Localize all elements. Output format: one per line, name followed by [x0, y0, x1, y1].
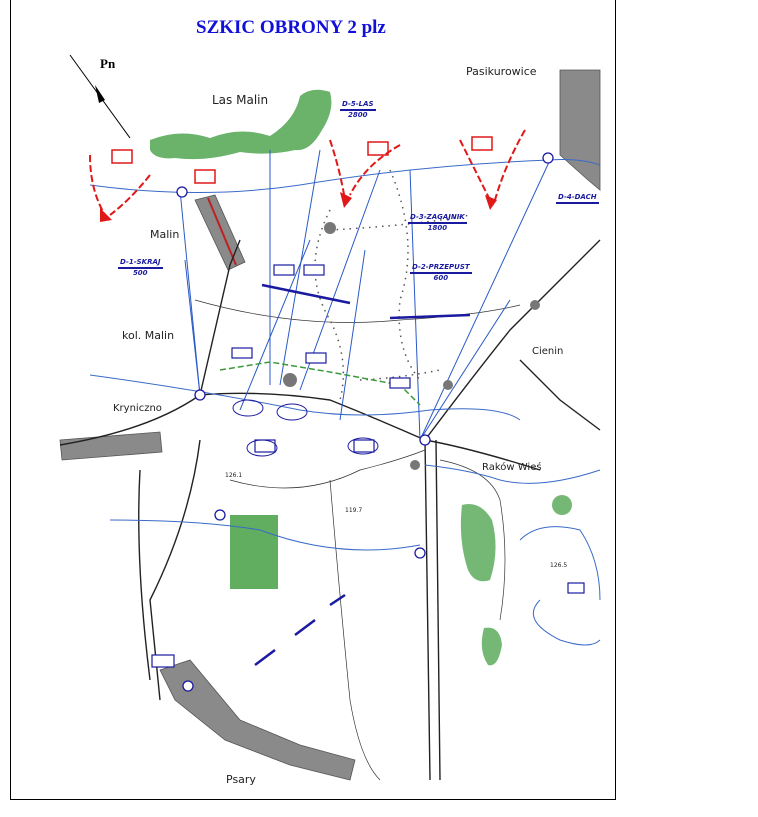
- grove-east: [552, 495, 572, 515]
- position-d3: [408, 213, 467, 233]
- label-psary: Psary: [226, 773, 256, 786]
- forest-south: [230, 515, 278, 589]
- roads: [60, 240, 600, 780]
- height-1197: 119.7: [345, 507, 363, 514]
- position-d1-name: D-1-SKRAJ: [118, 258, 163, 269]
- position-d3-value: 1800: [427, 224, 448, 232]
- observation-points: [177, 153, 553, 691]
- label-pasikurowice: Pasikurowice: [466, 65, 537, 78]
- label-malin: Malin: [150, 228, 180, 241]
- position-d5: [340, 100, 376, 120]
- position-d2-name: D-2-PRZEPUST: [410, 263, 472, 274]
- village-markers: [283, 222, 540, 470]
- map-title: SZKIC OBRONY 2 plz: [196, 17, 386, 38]
- position-d1: [118, 258, 163, 278]
- label-rakow-wies: Raków Wieś: [482, 462, 542, 473]
- label-kol-malin: kol. Malin: [122, 329, 175, 342]
- label-cienin: Cienin: [532, 346, 564, 357]
- grove-south: [482, 628, 502, 666]
- fire-lines: [180, 150, 550, 440]
- position-d2: [410, 263, 472, 283]
- north-label: Pn: [100, 56, 116, 71]
- position-d5-name: D-5-LAS: [340, 100, 376, 111]
- position-d1-value: 500: [132, 269, 148, 277]
- position-d5-value: 2800: [348, 111, 368, 119]
- forest-east: [461, 504, 496, 581]
- position-d3-name: D-3-ZAGAJNIK: [408, 213, 467, 224]
- position-d2-value: 600: [433, 274, 449, 282]
- position-d4-name: D-4-DACH: [556, 193, 599, 204]
- position-d4: [556, 193, 599, 204]
- height-1265: 126.5: [550, 562, 568, 569]
- label-kryniczno: Kryniczno: [113, 403, 162, 414]
- label-las-malin: Las Malin: [212, 93, 269, 107]
- height-1261: 126.1: [225, 472, 243, 479]
